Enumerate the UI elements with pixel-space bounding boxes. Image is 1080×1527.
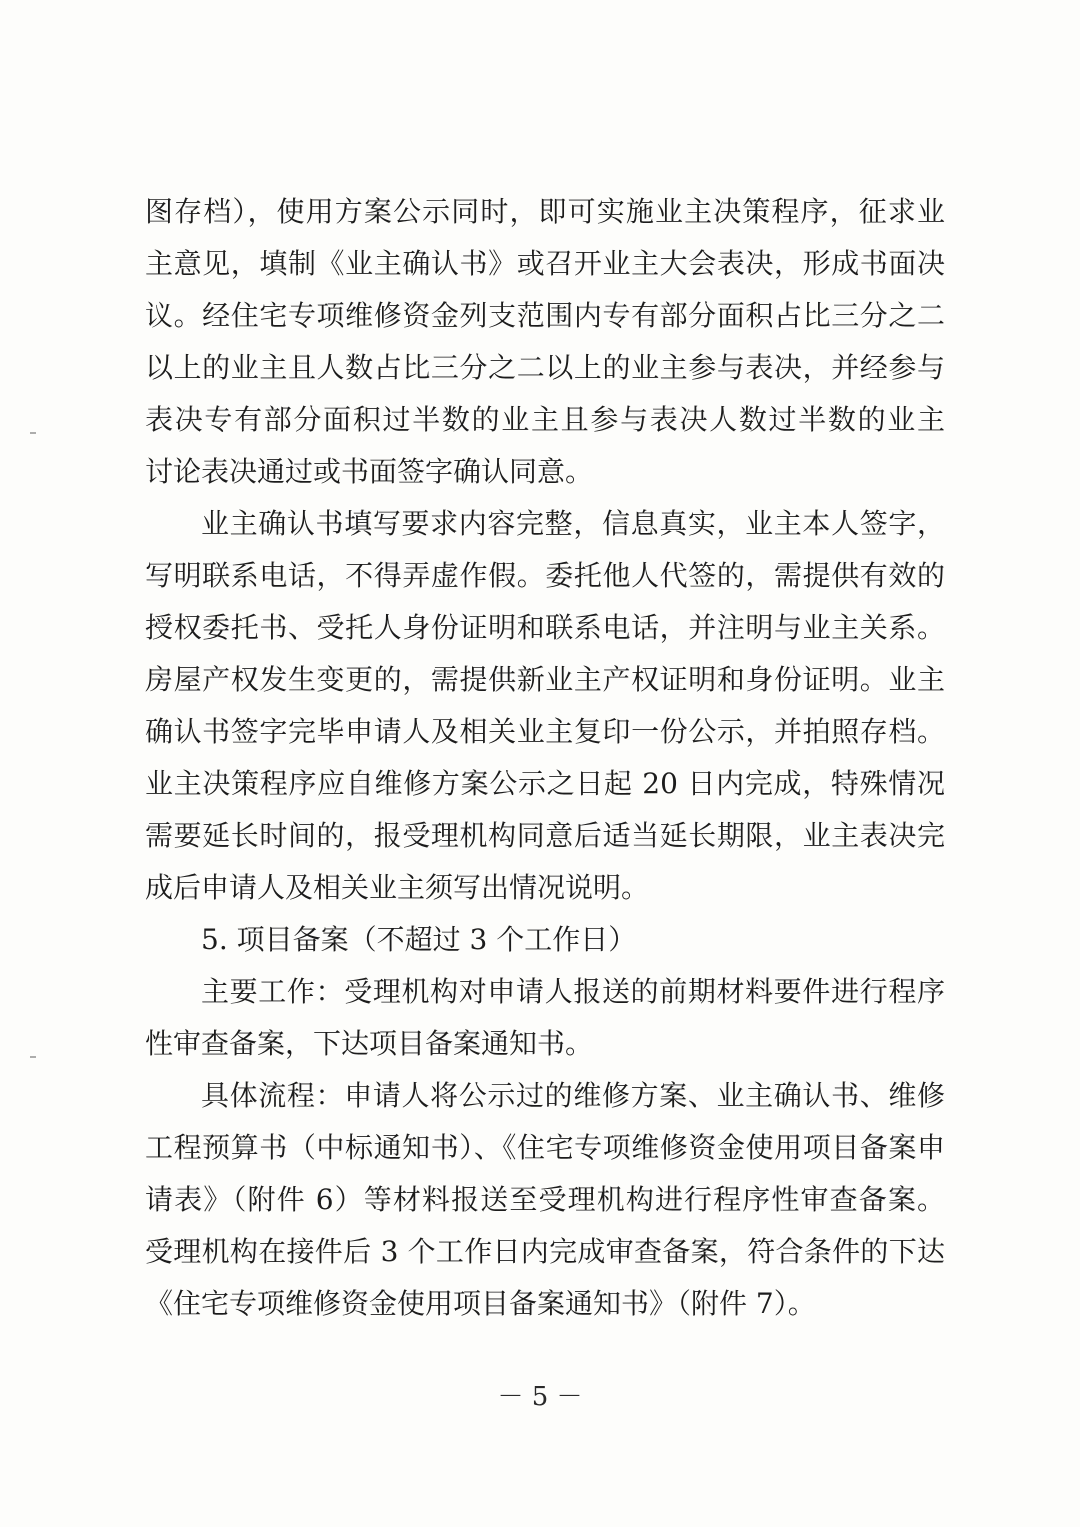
text-line: 《住宅专项维修资金使用项目备案通知书》（附件 7）。	[145, 1287, 816, 1320]
text-line: 需要延长时间的，报受理机构同意后适当延长期限，业主表决完	[145, 819, 945, 852]
text-line: 写明联系电话，不得弄虚作假。委托他人代签的，需提供有效的	[145, 559, 945, 592]
text-line: 主要工作：受理机构对申请人报送的前期材料要件进行程序	[201, 975, 945, 1008]
text-line: 业主决策程序应自维修方案公示之日起 20 日内完成，特殊情况	[145, 767, 945, 800]
text-line: 业主确认书填写要求内容完整，信息真实，业主本人签字，	[201, 507, 945, 540]
scan-mark	[30, 1056, 36, 1058]
scan-mark	[30, 432, 36, 434]
text-line: 工程预算书（中标通知书）、《住宅专项维修资金使用项目备案申	[145, 1131, 945, 1164]
text-line: 受理机构在接件后 3 个工作日内完成审查备案，符合条件的下达	[145, 1235, 945, 1268]
text-line: 讨论表决通过或书面签字确认同意。	[145, 455, 594, 488]
text-line: 具体流程：申请人将公示过的维修方案、业主确认书、维修	[201, 1079, 945, 1112]
text-line: 授权委托书、受托人身份证明和联系电话，并注明与业主关系。	[145, 611, 945, 644]
text-line: 房屋产权发生变更的，需提供新业主产权证明和身份证明。业主	[145, 663, 945, 696]
page-number: － 5 －	[497, 1382, 583, 1412]
text-line: 以上的业主且人数占比三分之二以上的业主参与表决，并经参与	[145, 351, 945, 384]
text-line: 成后申请人及相关业主须写出情况说明。	[145, 871, 650, 904]
text-line: 图存档），使用方案公示同时，即可实施业主决策程序，征求业	[145, 195, 945, 228]
text-line: 请表》（附件 6）等材料报送至受理机构进行程序性审查备案。	[145, 1183, 945, 1216]
text-line: 性审查备案，下达项目备案通知书。	[145, 1027, 594, 1060]
text-line: 确认书签字完毕申请人及相关业主复印一份公示，并拍照存档。	[145, 715, 945, 748]
text-line: 主意见，填制《业主确认书》或召开业主大会表决，形成书面决	[145, 247, 945, 280]
text-line: 议。经住宅专项维修资金列支范围内专有部分面积占比三分之二	[145, 299, 945, 332]
text-line: 表决专有部分面积过半数的业主且参与表决人数过半数的业主	[145, 403, 945, 436]
section-heading: 5. 项目备案（不超过 3 个工作日）	[201, 923, 637, 956]
body-text	[145, 186, 945, 1330]
